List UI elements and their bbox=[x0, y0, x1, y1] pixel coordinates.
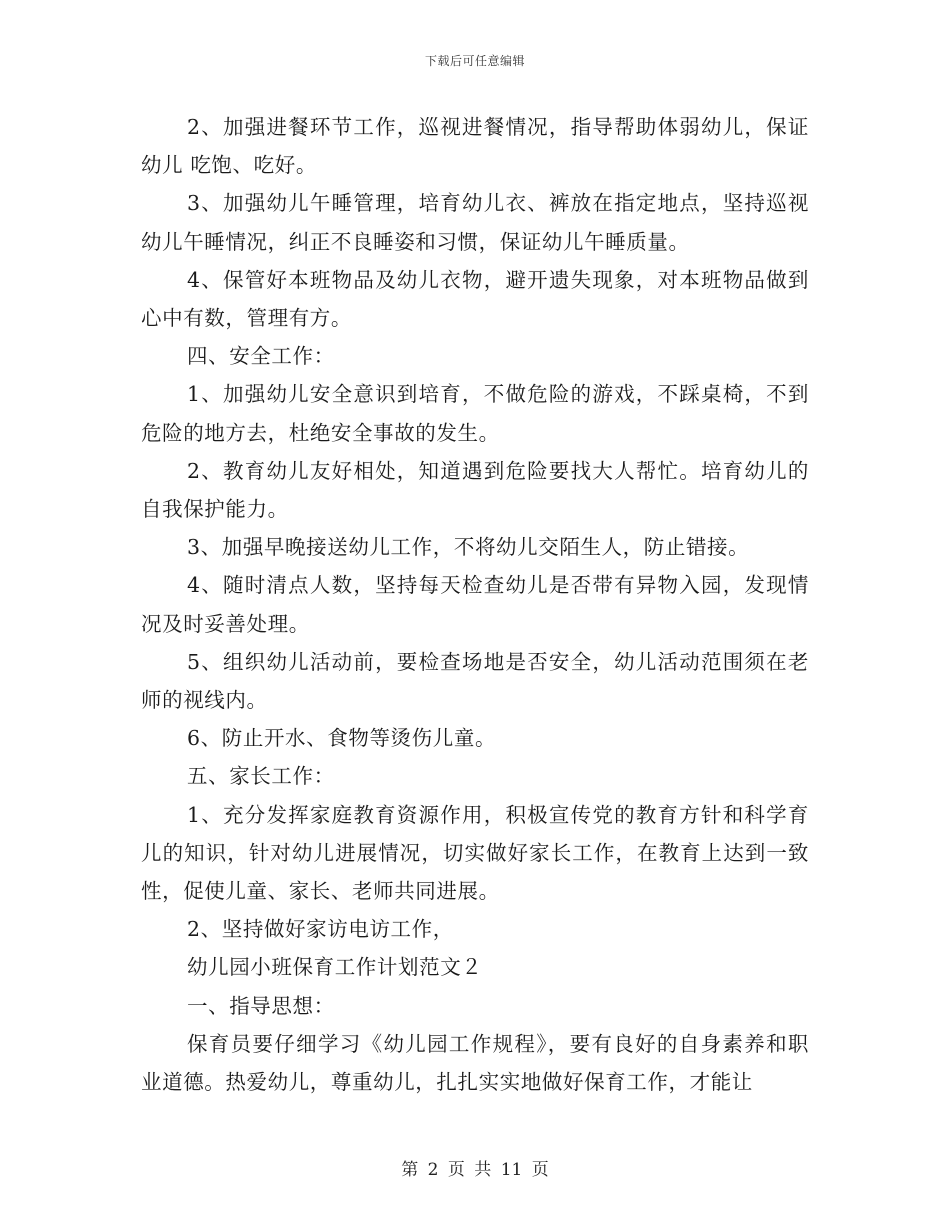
paragraph: 3、加强早晚接送幼儿工作，不将幼儿交陌生人，防止错接。 bbox=[187, 535, 750, 560]
document-body bbox=[141, 108, 809, 1101]
paragraph: 1、加强幼儿安全意识到培育，不做危险的游戏，不踩桌椅，不到危险的地方去，杜绝安全事故的发生。 bbox=[141, 382, 809, 445]
paragraph: 4、随时清点人数，坚持每天检查幼儿是否带有异物入园，发现情况及时妥善处理。 bbox=[141, 573, 809, 636]
paragraph: 2、加强进餐环节工作，巡视进餐情况，指导帮助体弱幼儿，保证幼儿 吃饱、吃好。 bbox=[141, 115, 809, 178]
paragraph: 5、组织幼儿活动前，要检查场地是否安全，幼儿活动范围须在老师的视线内。 bbox=[141, 649, 809, 713]
document-title: 幼儿园小班保育工作计划范文２ bbox=[187, 955, 483, 980]
paragraph: 2、坚持做好家访电访工作， bbox=[187, 917, 454, 942]
section-heading: 五、家长工作： bbox=[187, 764, 335, 789]
paragraph: 1、充分发挥家庭教育资源作用，积极宣传党的教育方针和科学育儿的知识，针对幼儿进展情况，切实做好家长工作，在教育上达到一致性，促使儿童、家长、老师共同进展。 bbox=[141, 802, 809, 904]
paragraph: 保育员要仔细学习《幼儿园工作规程》，要有良好的自身素养和职业道德。热爱幼儿，尊重幼儿，扎扎实实地做好保育工作，才能让 bbox=[141, 1031, 809, 1095]
paragraph: 2、教育幼儿友好相处，知道遇到危险要找大人帮忙。培育幼儿的自我保护能力。 bbox=[141, 458, 809, 522]
paragraph: 4、保管好本班物品及幼儿衣物，避开遗失现象，对本班物品做到心中有数，管理有方。 bbox=[141, 267, 809, 331]
section-heading: 一、指导思想： bbox=[187, 993, 335, 1018]
paragraph: 3、加强幼儿午睡管理，培育幼儿衣、裤放在指定地点，坚持巡视幼儿午睡情况，纠正不良睡姿和习惯，保证幼儿午睡质量。 bbox=[141, 191, 809, 254]
section-heading: 四、安全工作： bbox=[187, 344, 335, 369]
page-number: 第 2 页 共 11 页 bbox=[401, 1160, 549, 1180]
page-header: 下载后可任意编辑 bbox=[424, 54, 525, 68]
paragraph: 6、防止开水、食物等烫伤儿童。 bbox=[187, 726, 497, 751]
